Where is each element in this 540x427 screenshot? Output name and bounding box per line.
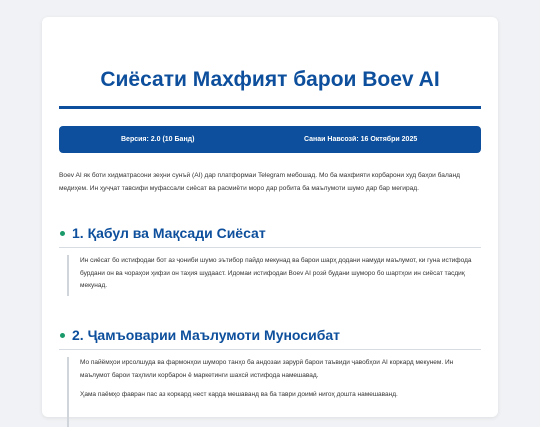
page-title: Сиёсати Махфият барои Boev AI (100, 68, 440, 91)
section-paragraph: Мо пайёмҳои ирсолшуда ва фармонҳои шуморо танҳо ба андозаи зарурӣ барои таъвиди ҷавобҳои AI коркард мекунем. Ин маълумот барои таҳлили корбарон ё маркетинги шахсӣ истифода намешавад. (80, 359, 454, 379)
section-paragraph: Ин сиёсат бо истифодаи бот аз ҷониби шумо эътибор пайдо мекунад ва барои шарҳ додани намуди маълумот, ки гуна истифода бурдани он ва чораҳои ҳифзи он таҳия шудааст. Идомаи истифодаи Boev AI розӣ будани шуморо бо шартҳои ин сиёсат тасдиқ мекунад. (80, 257, 472, 289)
bullet-icon (60, 333, 65, 338)
section-body-acceptance (67, 255, 473, 296)
section-title: 1. Қабул ва Мақсади Сиёсат (72, 225, 266, 241)
intro-paragraph: Boev AI як боти хидматрасони зеҳни сунъӣ (AI) дар платформаи Telegram мебошад. Мо ба махфияти корбарони худ баҳои баланд медиҳем. Ин ҳуҷҷат тавсифи муфассали сиёсат ва расмиёти моро дар робита ба маълумоти шумо дар бар мегирад. (59, 172, 460, 192)
version-label: Версия: 2.0 (10 Банд) (121, 136, 195, 143)
section-title: 2. Ҷамъоварии Маълумоти Муносибат (72, 327, 340, 343)
section-divider (59, 247, 481, 248)
section-paragraph: Ҳама паёмҳо фавран пас аз коркард нест карда мешаванд ва ба таври доимӣ нигоҳ дошта намешаванд. (80, 391, 398, 398)
updated-date-label: Санаи Навсозӣ: 16 Октябри 2025 (304, 136, 418, 143)
policy-card (42, 17, 498, 417)
title-divider (59, 106, 481, 109)
section-divider (59, 349, 481, 350)
meta-banner (59, 126, 481, 153)
section-body-collection (67, 357, 473, 427)
bullet-icon (60, 231, 65, 236)
